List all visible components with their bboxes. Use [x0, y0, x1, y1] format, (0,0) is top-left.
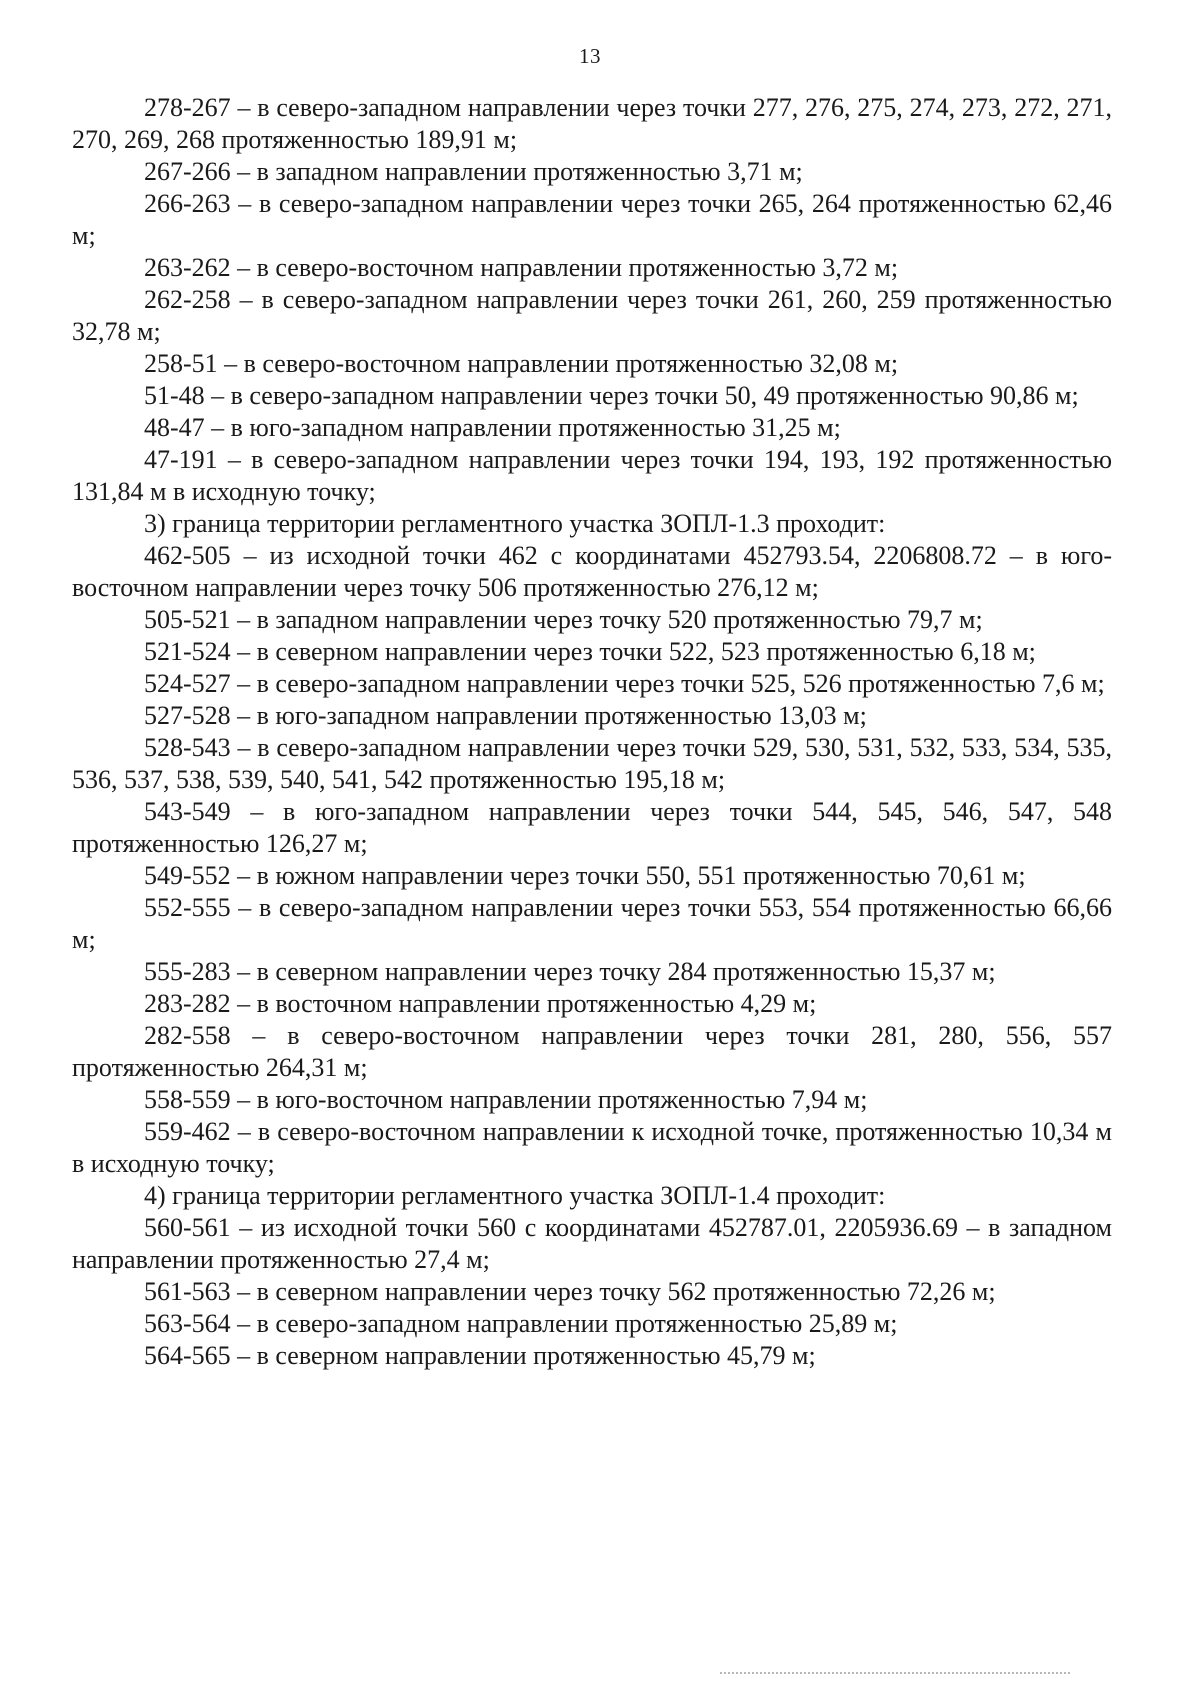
boundary-segment-564-565: 564-565 – в северном направлении протяженностью 45,79 м;: [144, 1341, 816, 1370]
boundary-segment-563-564: 563-564 – в северо-западном направлении протяженностью 25,89 м;: [144, 1309, 898, 1338]
boundary-segment-48-47: 48-47 – в юго-западном направлении протяженностью 31,25 м;: [144, 413, 841, 442]
document-body: [72, 92, 1112, 1372]
boundary-segment-47-191: 47-191 – в северо-западном направлении через точки 194, 193, 192 протяженностью 131,84 м в исходную точку;: [72, 445, 1112, 506]
boundary-segment-527-528: 527-528 – в юго-западном направлении протяженностью 13,03 м;: [144, 701, 867, 730]
boundary-segment-560-561: 560-561 – из исходной точки 560 с координатами 452787.01, 2205936.69 – в западном направлении протяженностью 27,4 м;: [72, 1213, 1112, 1274]
boundary-segment-263-262: 263-262 – в северо-восточном направлении протяженностью 3,72 м;: [144, 253, 899, 282]
section-heading-zopl-1-3: 3) граница территории регламентного участка ЗОПЛ-1.3 проходит:: [144, 509, 886, 538]
scan-artifact-dotted-line: [720, 1672, 1070, 1674]
boundary-segment-262-258: 262-258 – в северо-западном направлении через точки 261, 260, 259 протяженностью 32,78 м;: [72, 285, 1112, 346]
page-number: 13: [579, 44, 601, 68]
boundary-segment-521-524: 521-524 – в северном направлении через точки 522, 523 протяженностью 6,18 м;: [144, 637, 1036, 666]
boundary-segment-552-555: 552-555 – в северо-западном направлении через точки 553, 554 протяженностью 66,66 м;: [72, 893, 1112, 954]
boundary-segment-558-559: 558-559 – в юго-восточном направлении протяженностью 7,94 м;: [144, 1085, 868, 1114]
boundary-segment-543-549: 543-549 – в юго-западном направлении через точки 544, 545, 546, 547, 548 протяженностью 126,27 м;: [72, 797, 1112, 858]
boundary-segment-555-283: 555-283 – в северном направлении через точку 284 протяженностью 15,37 м;: [144, 957, 996, 986]
boundary-segment-549-552: 549-552 – в южном направлении через точки 550, 551 протяженностью 70,61 м;: [144, 861, 1026, 890]
boundary-segment-283-282: 283-282 – в восточном направлении протяженностью 4,29 м;: [144, 989, 817, 1018]
boundary-segment-462-505: 462-505 – из исходной точки 462 с координатами 452793.54, 2206808.72 – в юго-восточном направлении через точку 506 протяженностью 276,12 м;: [72, 541, 1112, 602]
boundary-segment-266-263: 266-263 – в северо-западном направлении через точки 265, 264 протяженностью 62,46 м;: [72, 189, 1112, 250]
boundary-segment-267-266: 267-266 – в западном направлении протяженностью 3,71 м;: [144, 157, 803, 186]
boundary-segment-278-267: 278-267 – в северо-западном направлении через точки 277, 276, 275, 274, 273, 272, 271, 270, 269, 268 протяженностью 189,91 м;: [72, 93, 1112, 154]
boundary-segment-282-558: 282-558 – в северо-восточном направлении через точки 281, 280, 556, 557 протяженностью 264,31 м;: [72, 1021, 1112, 1082]
boundary-segment-524-527: 524-527 – в северо-западном направлении через точки 525, 526 протяженностью 7,6 м;: [144, 669, 1105, 698]
boundary-segment-505-521: 505-521 – в западном направлении через точку 520 протяженностью 79,7 м;: [144, 605, 983, 634]
boundary-segment-528-543: 528-543 – в северо-западном направлении через точки 529, 530, 531, 532, 533, 534, 535, 536, 537, 538, 539, 540, 541, 542 протяженностью 195,18 м;: [72, 733, 1112, 794]
boundary-segment-559-462: 559-462 – в северо-восточном направлении к исходной точке, протяженностью 10,34 м в исходную точку;: [72, 1117, 1112, 1178]
boundary-segment-51-48: 51-48 – в северо-западном направлении через точки 50, 49 протяженностью 90,86 м;: [144, 381, 1079, 410]
boundary-segment-258-51: 258-51 – в северо-восточном направлении протяженностью 32,08 м;: [144, 349, 899, 378]
boundary-segment-561-563: 561-563 – в северном направлении через точку 562 протяженностью 72,26 м;: [144, 1277, 996, 1306]
section-heading-zopl-1-4: 4) граница территории регламентного участка ЗОПЛ-1.4 проходит:: [144, 1181, 886, 1210]
